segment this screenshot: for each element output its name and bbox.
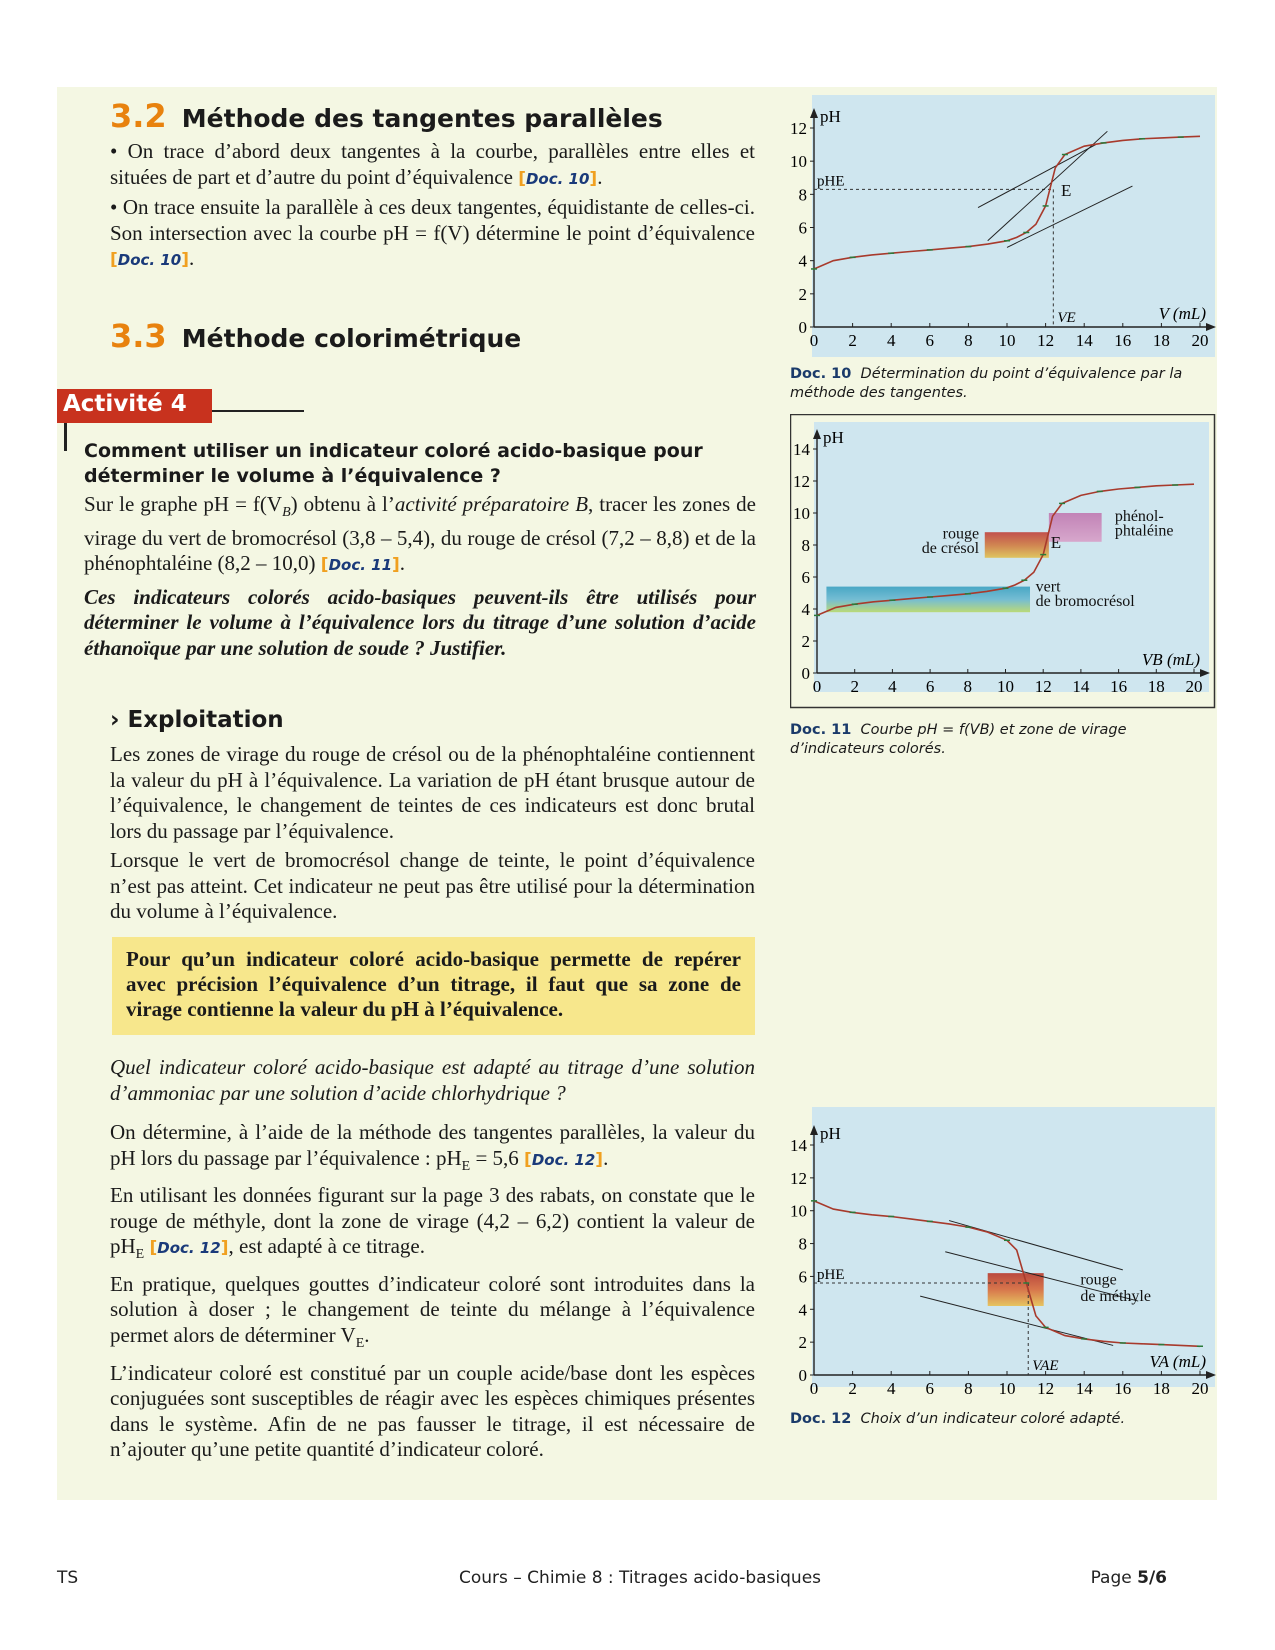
- activity-task: Ces indicateurs colorés acido-basiques peuvent-ils être utilisés pour déterminer le volume à l’équivalence lors du titrage d’une solution d’acide éthanoïque par une solution de soude ? Justifier.: [84, 584, 756, 660]
- y-tick-label: 0: [798, 1366, 807, 1385]
- x-tick-label: 8: [963, 677, 973, 696]
- exploitation-title: Exploitation: [127, 707, 284, 733]
- doc11-chart: [790, 414, 1217, 709]
- x-tick-label: 12: [1037, 1379, 1055, 1398]
- y-tick-label: 10: [793, 504, 810, 523]
- x-tick-label: 18: [1147, 677, 1165, 696]
- zone-1: [985, 532, 1049, 558]
- doc-ref-link[interactable]: Doc. 10: [525, 169, 590, 188]
- y-tick-label: 14: [790, 1136, 807, 1155]
- chevron-right-icon: ›: [110, 707, 120, 733]
- x-tick-label: 2: [850, 677, 859, 696]
- section-title: Méthode colorimétrique: [181, 324, 522, 353]
- x-axis-label: VB (mL): [1141, 650, 1200, 669]
- phe-label: pHE: [817, 173, 845, 190]
- x-tick-label: 20: [1191, 1379, 1209, 1398]
- x-tick-label: 4: [888, 677, 897, 696]
- paragraph: Lorsque le vert de bromocrésol change de teinte, le point d’équivalence n’est pas atteint. Cet indicateur ne peut pas être utilisé pour la détermination du volume à l’équivalence.: [110, 848, 755, 923]
- label-vert: vert: [1035, 578, 1061, 596]
- y-tick-label: 12: [790, 119, 807, 138]
- y-tick-label: 10: [790, 152, 807, 172]
- y-axis-label: pH: [823, 428, 844, 447]
- doc10-caption: Doc. 10 Détermination du point d’équivalence par la méthode des tangentes.: [790, 366, 1183, 401]
- section-3-3-heading: [110, 317, 521, 355]
- x-tick-label: 2: [848, 1379, 857, 1398]
- section-title: Méthode des tangentes parallèles: [181, 104, 663, 133]
- ve-label: VAE: [1032, 1358, 1059, 1374]
- y-tick-label: 2: [801, 632, 810, 651]
- y-tick-label: 8: [798, 1234, 807, 1254]
- x-tick-label: 4: [886, 331, 896, 350]
- x-tick-label: 8: [964, 1379, 973, 1398]
- x-tick-label: 10: [998, 331, 1016, 350]
- footer-left: TS: [57, 1568, 79, 1588]
- x-axis-label: V (mL): [1158, 304, 1206, 323]
- exploitation-heading: [110, 707, 284, 733]
- y-tick-label: 12: [790, 1168, 807, 1188]
- doc-ref-link[interactable]: Doc. 12: [157, 1239, 221, 1258]
- y-tick-label: 8: [798, 185, 807, 205]
- doc12-chart: [772, 1107, 1217, 1407]
- x-tick-label: 6: [925, 1379, 935, 1398]
- x-tick-label: 0: [809, 331, 819, 350]
- chart-background: [809, 95, 1215, 357]
- doc12-caption: Doc. 12 Choix d’un indicateur coloré adapté.: [790, 1411, 1126, 1427]
- x-tick-label: 12: [1037, 331, 1055, 350]
- activity-badge: [57, 389, 212, 423]
- doc-ref-link[interactable]: Doc. 11: [328, 556, 393, 575]
- paragraph: Sur le graphe pH = $f(V_B)$ obtenu à l’activité préparatoire B, tracer les zones de virage du vert de bromocrésol (3,8 – 5,4), du rouge de crésol (7,2 – 8,8) et de la phénophtaléine (8,2 – 10,0) [Doc. 11].: [84, 492, 756, 576]
- x-tick-label: 6: [925, 677, 935, 696]
- page-sheet: [57, 87, 1217, 1500]
- x-tick-label: 0: [812, 677, 822, 696]
- paragraph: L’indicateur coloré est constitué par un couple acide/base dont les espèces conjuguées sont susceptibles de réagir avec les espèces chimiques présentes dans le système. Afin de ne pas fausser le titrage, il est nécessaire de n’ajouter qu’une petite quantité d’indicateur coloré.: [110, 1360, 755, 1462]
- doc10-chart: [772, 87, 1217, 365]
- ve-label: VE: [1057, 310, 1076, 326]
- y-tick-label: 6: [801, 568, 810, 587]
- paragraph: • On trace d’abord deux tangentes à la courbe, parallèles entre elles et situées de part et d’autre du point d’équivalence [Doc. 10].: [110, 139, 755, 189]
- x-tick-label: 14: [1075, 1379, 1093, 1398]
- exploitation-text: [110, 742, 755, 925]
- y-axis-label: pH: [820, 107, 841, 126]
- activity-text: [84, 492, 756, 661]
- y-tick-label: 4: [801, 600, 810, 619]
- y-tick-label: 0: [798, 318, 807, 337]
- y-tick-label: 14: [793, 440, 810, 459]
- phe-label: pHE: [817, 1267, 845, 1283]
- label-rouge: rouge: [942, 525, 980, 543]
- label-phenol: phénol-: [1114, 508, 1164, 525]
- paragraph: On détermine, à l’aide de la méthode des tangentes parallèles, la valeur du pH lors du passage par l’équivalence : $pH_E = 5,6$ [Doc. 12].: [110, 1120, 755, 1174]
- y-tick-label: 8: [801, 536, 810, 555]
- label-rouge: rouge: [1080, 1271, 1117, 1289]
- y-tick-label: 4: [798, 251, 807, 271]
- label-rouge: de crésol: [921, 540, 980, 557]
- x-tick-label: 16: [1110, 677, 1128, 696]
- x-tick-label: 16: [1114, 331, 1132, 350]
- doc11-caption: Doc. 11 Courbe pH = f(VB) et zone de virage d’indicateurs colorés.: [790, 722, 1127, 757]
- section-3-2-text: [110, 139, 755, 274]
- key-point-box: [112, 937, 755, 1035]
- x-tick-label: 12: [1034, 677, 1052, 696]
- y-tick-label: 6: [798, 218, 807, 238]
- section-number: 3.2: [110, 97, 167, 135]
- paragraph: Les zones de virage du rouge de crésol ou de la phénophtaléine contiennent la valeur du pH à l’équivalence. La variation de pH étant brusque autour de l’équivalence, le changement de teintes de ces indicateurs est donc brutal lors du passage par l’équivalence.: [110, 742, 755, 843]
- x-tick-label: 14: [1072, 677, 1090, 696]
- y-tick-label: 4: [798, 1300, 807, 1320]
- y-tick-label: 0: [801, 664, 810, 683]
- x-tick-label: 2: [848, 331, 857, 350]
- label-vert: de bromocrésol: [1035, 592, 1135, 610]
- y-tick-label: 12: [793, 472, 810, 491]
- activity-side-bar: [64, 423, 67, 451]
- y-tick-label: 2: [798, 1333, 807, 1353]
- x-tick-label: 4: [886, 1379, 896, 1398]
- paragraph: En utilisant les données figurant sur la page 3 des rabats, on constate que le rouge de méthyle, dont la zone de virage (4,2 – 6,2) contient la valeur de $pH_E$ [Doc. 12], est adapté à ce titrage.: [110, 1183, 755, 1263]
- paragraph: • On trace ensuite la parallèle à ces deux tangentes, équidistante de celles-ci. Son intersection avec la courbe pH = f(V) détermine le point d’équivalence [Doc. 10].: [110, 195, 755, 270]
- section-3-2-heading: [110, 97, 663, 135]
- y-axis-label: pH: [820, 1124, 841, 1143]
- key-point-text: Pour qu’un indicateur coloré acido-basique permette de repérer avec précision l’équivalence d’un titrage, il faut que sa zone de virage contienne la valeur du pH à l’équivalence.: [126, 947, 741, 1021]
- x-tick-label: 8: [964, 331, 973, 350]
- y-tick-label: 2: [798, 284, 807, 304]
- paragraph: En pratique, quelques gouttes d’indicateur coloré sont introduites dans la solution à doser ; le changement de teinte du mélange à l’équivalence permet alors de déterminer $V_E$.: [110, 1271, 755, 1352]
- activity-question: Comment utiliser un indicateur coloré acido-basique pour déterminer le volume à l’équivalence ?: [84, 440, 703, 487]
- label-rouge: de méthyle: [1080, 1288, 1151, 1306]
- label-phenol: phtaléine: [1114, 522, 1174, 540]
- y-tick-label: 6: [798, 1267, 807, 1287]
- y-tick-label: 10: [790, 1201, 807, 1221]
- footer-center: Cours – Chimie 8 : Titrages acido-basiques: [458, 1568, 822, 1588]
- equivalence-label: E: [1061, 180, 1072, 200]
- zone-0: [988, 1273, 1044, 1306]
- x-axis-label: VA (mL): [1149, 1352, 1206, 1371]
- x-tick-label: 6: [925, 331, 935, 350]
- zone-0: [826, 587, 1030, 613]
- section-number: 3.3: [110, 317, 167, 355]
- exploitation-answer: [110, 1120, 755, 1463]
- exploitation-question: Quel indicateur coloré acido-basique est adapté au titrage d’une solution d’ammoniac par une solution d’acide chlorhydrique ?: [110, 1055, 755, 1105]
- x-tick-label: 10: [998, 1379, 1016, 1398]
- x-tick-label: 0: [809, 1379, 819, 1398]
- x-tick-label: 20: [1185, 677, 1203, 696]
- x-tick-label: 18: [1152, 1379, 1170, 1398]
- doc-ref-link[interactable]: Doc. 12: [531, 1150, 596, 1169]
- x-tick-label: 14: [1075, 331, 1093, 350]
- equivalence-label: E: [1050, 533, 1062, 553]
- activity-label: Activité 4: [63, 391, 187, 417]
- x-tick-label: 16: [1114, 1379, 1132, 1398]
- x-tick-label: 10: [997, 677, 1014, 696]
- x-tick-label: 20: [1191, 331, 1209, 350]
- doc-ref-link[interactable]: Doc. 10: [117, 251, 182, 269]
- x-tick-label: 18: [1152, 331, 1170, 350]
- activity-rule: [212, 410, 304, 412]
- footer-page: Page 5/6: [1090, 1568, 1167, 1588]
